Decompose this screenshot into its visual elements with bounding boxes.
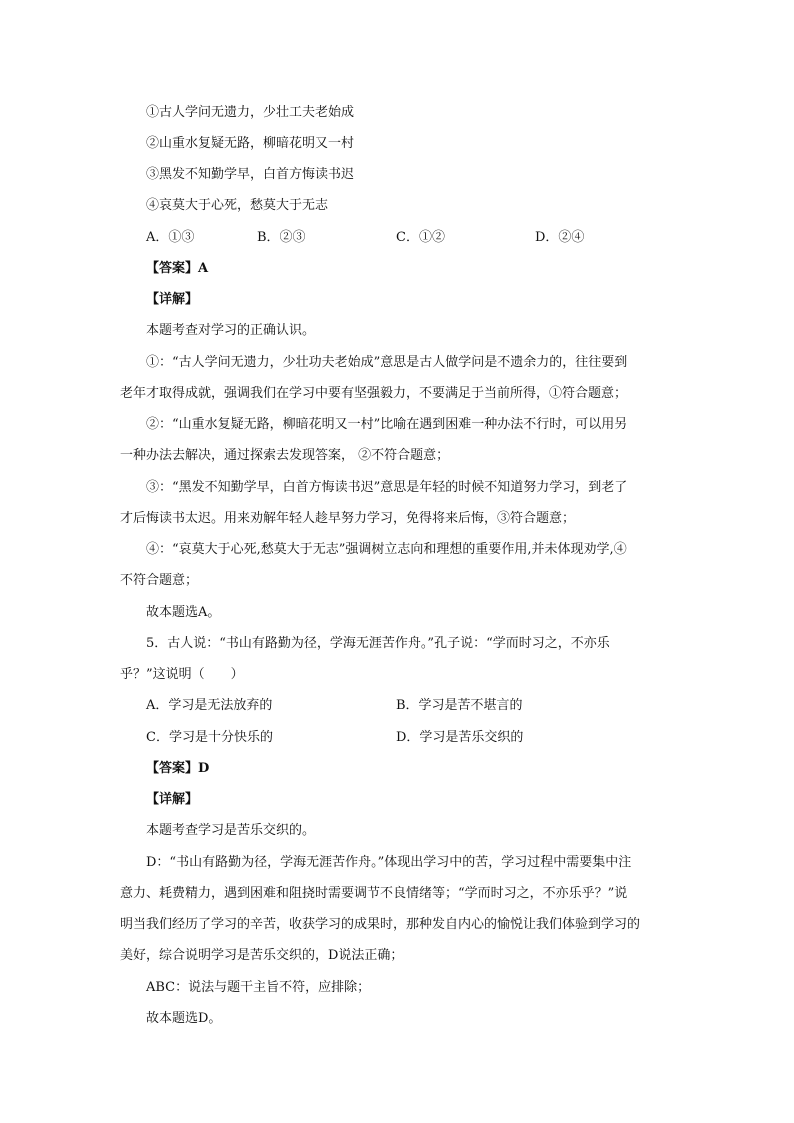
q4-explain-heading: 【详解】 bbox=[146, 292, 199, 307]
q4-item-2: ②山重水复疑无路，柳暗花明又一村 bbox=[146, 136, 355, 151]
q4-explain-1-line-2: 老年才取得成就，强调我们在学习中要有坚强毅力，不要满足于当前所得，①符合题意； bbox=[120, 386, 628, 401]
q5-explain-d-line-2: 意力、耗费精力，遇到困难和阻挠时需要调节不良情绪等；“学而时习之，不亦乐乎？”说 bbox=[120, 886, 628, 901]
q4-explain-2-line-1: ②：“山重水复疑无路，柳暗花明又一村”比喻在遇到困难一种办法不行时，可以用另 bbox=[146, 417, 628, 432]
q4-option-b: B．②③ bbox=[257, 230, 306, 245]
q5-option-a: A．学习是无法放弃的 bbox=[146, 698, 273, 713]
q4-explain-4-line-2: 不符合题意； bbox=[120, 573, 199, 588]
q4-conclusion: 故本题选A。 bbox=[146, 605, 221, 620]
q4-option-c: C．①② bbox=[396, 230, 445, 245]
q4-explain-4-line-1: ④：“哀莫大于心死,愁莫大于无志”强调树立志向和理想的重要作用,并未体现劝学,④ bbox=[146, 542, 627, 557]
q5-conclusion: 故本题选D。 bbox=[146, 1011, 222, 1026]
q4-item-1: ①古人学问无遗力，少壮工夫老始成 bbox=[146, 105, 355, 120]
q5-explain-d-line-3: 明当我们经历了学习的辛苦，收获学习的成果时，那种发自内心的愉悦让我们体验到学习的 bbox=[120, 917, 641, 932]
q5-explain-abc: ABC：说法与题干主旨不符，应排除； bbox=[146, 980, 371, 995]
q5-option-d: D．学习是苦乐交织的 bbox=[396, 730, 524, 745]
q5-stem-line-2: 乎？”这说明（ ） bbox=[120, 667, 244, 682]
q5-explain-heading: 【详解】 bbox=[146, 792, 199, 807]
q5-option-b: B．学习是苦不堪言的 bbox=[396, 698, 523, 713]
q5-explain-d-line-1: D：“书山有路勤为径，学海无涯苦作舟。”体现出学习中的苦，学习过程中需要集中注 bbox=[146, 855, 632, 870]
q4-explain-1-line-1: ①：“古人学问无遗力，少壮功夫老始成”意思是古人做学问是不遗余力的，往往要到 bbox=[146, 355, 628, 370]
q5-answer: 【答案】D bbox=[146, 761, 210, 776]
q5-stem-line-1: 5．古人说：“书山有路勤为径，学海无涯苦作舟。”孔子说：“学而时习之，不亦乐 bbox=[146, 636, 610, 651]
q5-explain-d-line-4: 美好，综合说明学习是苦乐交织的，D说法正确； bbox=[120, 948, 404, 963]
q5-option-c: C．学习是十分快乐的 bbox=[146, 730, 273, 745]
q4-option-d: D．②④ bbox=[535, 230, 585, 245]
q4-explain-3-line-2: 才后悔读书太迟。用来劝解年轻人趁早努力学习，免得将来后悔，③符合题意； bbox=[120, 511, 576, 526]
q4-answer: 【答案】A bbox=[146, 261, 209, 276]
q4-item-4: ④哀莫大于心死，愁莫大于无志 bbox=[146, 198, 329, 213]
q4-explain-intro: 本题考查对学习的正确认识。 bbox=[146, 323, 316, 338]
q4-explain-3-line-1: ③：“黑发不知勤学早，白首方悔读书迟”意思是年轻的时候不知道努力学习，到老了 bbox=[146, 480, 628, 495]
q4-explain-2-line-2: 一种办法去解决，通过探索去发现答案， ②不符合题意； bbox=[120, 448, 450, 463]
q4-option-a: A．①③ bbox=[146, 230, 195, 245]
q5-explain-intro: 本题考查学习是苦乐交织的。 bbox=[146, 823, 316, 838]
q4-item-3: ③黑发不知勤学早，白首方悔读书迟 bbox=[146, 167, 355, 182]
